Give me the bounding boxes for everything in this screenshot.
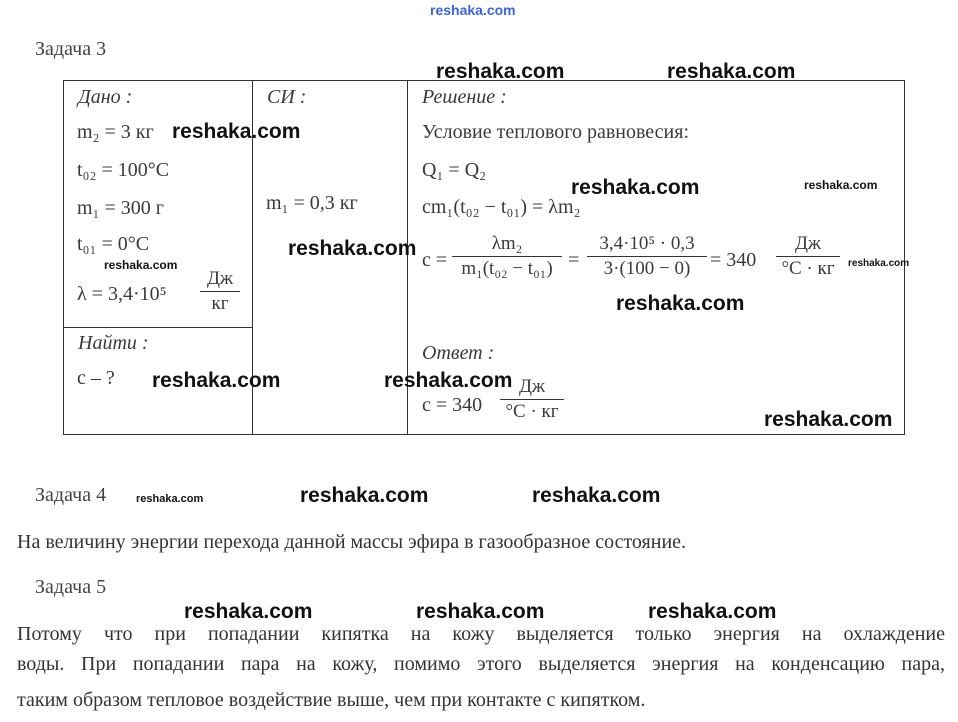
solution-frac2-num: 3,4·10⁵ · 0,3: [599, 233, 695, 254]
task3-heading: Задача 3: [35, 38, 107, 60]
watermark: reshaka.com: [764, 408, 893, 431]
watermark-top: reshaka.com: [430, 2, 516, 18]
answer-header: Ответ :: [422, 342, 495, 364]
answer-value: c = 340: [422, 394, 483, 416]
watermark: reshaka.com: [532, 484, 661, 507]
given-t01: t₀₁ = 0°C: [77, 233, 150, 255]
watermark: reshaka.com: [416, 600, 545, 623]
solution-unit-num: Дж: [794, 233, 822, 254]
answer-unit-num: Дж: [518, 376, 546, 397]
task4-heading: Задача 4: [35, 484, 107, 506]
answer-unit-den: °C · кг: [505, 401, 559, 422]
solution-unit-den: °C · кг: [781, 258, 835, 279]
solution-eq3: = 340: [710, 249, 757, 271]
solution-c-eq: c =: [422, 249, 448, 271]
watermark-small: reshaka.com: [136, 493, 204, 505]
given-lambda-unit: [200, 268, 240, 315]
solution-line3: cm₁(t₀₂ − t₀₁) = λm₂: [422, 196, 581, 218]
watermark-small: reshaka.com: [848, 258, 910, 269]
watermark-small: reshaka.com: [804, 178, 878, 192]
given-m1: m₁ = 300 г: [77, 197, 165, 219]
task5-line3: таким образом тепловое воздействие выше, чем при контакте с кипятком.: [17, 689, 646, 711]
find-header: Найти :: [78, 332, 149, 354]
watermark: reshaka.com: [300, 484, 429, 507]
solution-eq2: =: [568, 249, 580, 271]
task5-line2: воды. При попадании пара на кожу, помимо этого выделяется энергия на конденсацию пара,: [17, 653, 945, 675]
solution-frac1: [452, 233, 562, 280]
watermark: reshaka.com: [288, 237, 417, 260]
watermark: reshaka.com: [667, 60, 796, 83]
solution-frac2: [587, 233, 707, 280]
find-c: c – ?: [77, 367, 115, 389]
solution-frac2-den: 3·(100 − 0): [603, 258, 691, 279]
given-t02: t₀₂ = 100°C: [77, 159, 170, 181]
watermark: reshaka.com: [184, 600, 313, 623]
given-lambda-unit-den: кг: [211, 293, 229, 314]
solution-frac1-den: m₁(t₀₂ − t₀₁): [461, 258, 553, 279]
watermark: reshaka.com: [152, 369, 281, 392]
solution-frac1-num: λm₂: [491, 233, 523, 254]
watermark: reshaka.com: [436, 60, 565, 83]
watermark: reshaka.com: [616, 292, 745, 315]
given-lambda: λ = 3,4·10⁵: [77, 283, 167, 305]
watermark-small: reshaka.com: [104, 258, 178, 272]
given-m2: m₂ = 3 кг: [77, 121, 154, 143]
solution-header: Решение :: [422, 86, 507, 108]
task5-heading: Задача 5: [35, 576, 107, 598]
watermark: reshaka.com: [384, 369, 513, 392]
task5-line1: Потому что при попадании кипятка на кожу выделяется только энергия на охлаждение: [17, 623, 945, 645]
watermark: reshaka.com: [648, 600, 777, 623]
si-m1: m₁ = 0,3 кг: [266, 192, 358, 214]
solution-unit: [776, 233, 840, 280]
solution-line1: Условие теплового равновесия:: [422, 121, 690, 143]
task4-text: На величину энергии перехода данной массы эфира в газообразное состояние.: [17, 531, 687, 553]
watermark: reshaka.com: [571, 176, 700, 199]
given-header: Дано :: [78, 86, 133, 108]
solution-line2: Q₁ = Q₂: [422, 159, 487, 181]
si-header: СИ :: [267, 86, 307, 108]
watermark: reshaka.com: [172, 120, 301, 143]
given-lambda-unit-num: Дж: [206, 268, 234, 289]
